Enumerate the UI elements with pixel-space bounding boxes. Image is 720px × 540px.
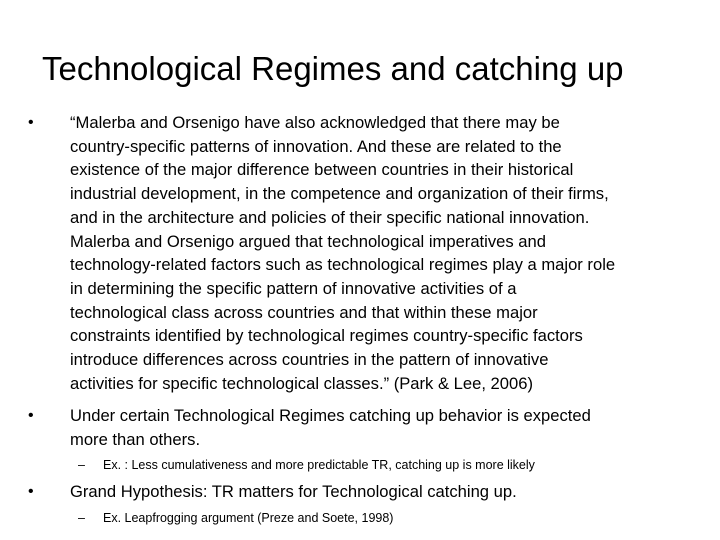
- text-line: constraints identified by technological regimes country-specific factors: [70, 326, 583, 346]
- text-line: in determining the specific pattern of innovative activities of a: [70, 278, 517, 298]
- text-line: technology-related factors such as technological regimes play a major role: [70, 255, 616, 275]
- bullet-marker: •: [28, 114, 34, 131]
- text-line: industrial development, in the competence and organization of their firms,: [70, 184, 609, 204]
- text-line: Under certain Technological Regimes catching up behavior is expected: [70, 406, 591, 425]
- text-line: existence of the major difference between countries in their historical: [70, 160, 574, 180]
- bullet-quote-text: [70, 111, 710, 395]
- text-line: “Malerba and Orsenigo have also acknowledged that there may be: [70, 113, 560, 132]
- bullet-marker: •: [28, 407, 34, 424]
- text-line: more than others.: [70, 429, 201, 449]
- text-line: Malerba and Orsenigo argued that technological imperatives and: [70, 231, 546, 251]
- bullet-marker: •: [28, 483, 34, 500]
- text-line: and in the architecture and policies of their specific national innovation.: [70, 207, 590, 227]
- sub-bullet-text: Ex. Leapfrogging argument (Preze and Soete, 1998): [103, 511, 394, 525]
- bullet-regimes-text: [70, 404, 710, 451]
- text-line: activities for specific technological classes.” (Park & Lee, 2006): [70, 373, 533, 393]
- bullet-hypothesis-text: [70, 480, 710, 504]
- sub-bullet-text: Ex. : Less cumulativeness and more predictable TR, catching up is more likely: [103, 458, 535, 472]
- text-line: technological class across countries and that within these major: [70, 302, 538, 322]
- text-line: Grand Hypothesis: TR matters for Technological catching up.: [70, 482, 517, 501]
- text-line: country-specific patterns of innovation. And these are related to the: [70, 136, 562, 156]
- sub-bullet-marker: –: [78, 458, 85, 472]
- sub-bullet-marker: –: [78, 511, 85, 525]
- text-line: introduce differences across countries in the pattern of innovative: [70, 350, 549, 370]
- slide-title: Technological Regimes and catching up: [42, 50, 624, 87]
